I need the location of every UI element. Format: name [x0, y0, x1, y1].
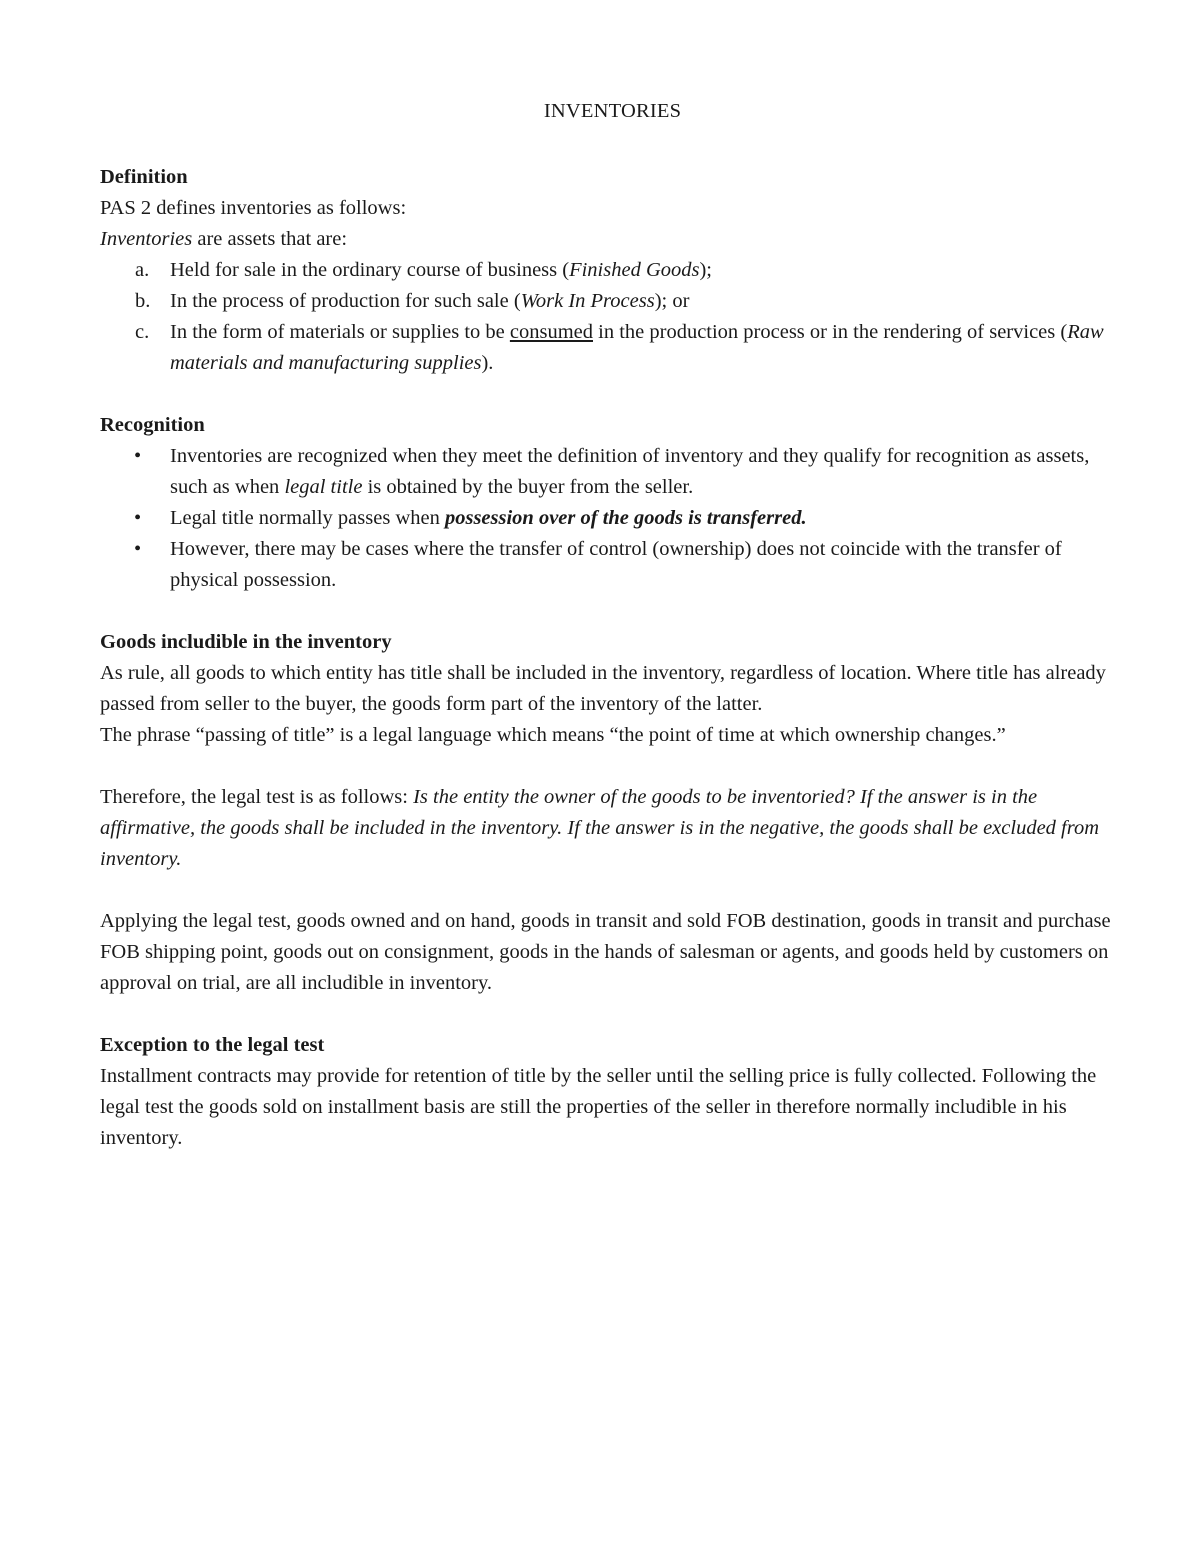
includible-heading: Goods includible in the inventory: [100, 631, 392, 653]
recognition-list: [100, 441, 1125, 596]
recognition-heading: Recognition: [100, 414, 205, 436]
bullet-text: Legal title normally passes when: [170, 507, 445, 529]
list-item-text: Held for sale in the ordinary course of business (: [170, 259, 570, 281]
bullet-marker: •: [134, 507, 142, 529]
list-marker: c.: [135, 321, 150, 343]
list-item: [100, 441, 1125, 503]
list-item: [100, 317, 1125, 379]
bullet-text: However, there may be cases where the transfer of control (ownership) does not coincide with the transfer of physical possession.: [170, 538, 1062, 591]
list-item-text-cont: in the production process or in the rendering of services (: [593, 321, 1068, 343]
definition-section: [100, 162, 1125, 379]
list-item-end: );: [699, 259, 713, 281]
legal-test-paragraph: [100, 782, 1125, 875]
list-item-text: In the form of materials or supplies to be: [170, 321, 510, 343]
exception-heading: Exception to the legal test: [100, 1034, 325, 1056]
list-item-term: Finished Goods: [569, 259, 700, 281]
list-item-text: In the process of production for such sale (: [170, 290, 521, 312]
bullet-emphasis: possession over of the goods is transferred.: [444, 507, 807, 529]
definition-lead-rest: are assets that are:: [192, 228, 348, 250]
list-marker: b.: [135, 290, 151, 312]
list-item: [100, 503, 1125, 534]
definition-heading: Definition: [100, 166, 188, 188]
applying-test-paragraph: Applying the legal test, goods owned and on hand, goods in transit and sold FOB destination, goods in transit and purchase FOB shipping point, goods out on consignment, goods in the hands of salesman or agents, and goods held by customers on approval on trial, are all includible in inventory.: [100, 910, 1111, 994]
list-marker: a.: [135, 259, 150, 281]
legal-test-question: Is the entity the owner of the goods to be inventoried? If the answer is in the affirmative, the goods shall be included in the inventory. If the answer is in the negative, the goods shall be excluded from inventory.: [100, 786, 1100, 870]
definition-lead-term: Inventories: [100, 228, 193, 250]
list-item-end: ); or: [654, 290, 690, 312]
definition-list: [100, 255, 1125, 379]
document-page: [100, 96, 1125, 1154]
list-item-end: ).: [481, 352, 494, 374]
exception-section: [100, 1030, 1125, 1154]
list-item-term: Raw materials and manufacturing supplies: [170, 321, 1104, 374]
bullet-marker: •: [134, 538, 142, 560]
bullet-text: Inventories are recognized when they meet the definition of inventory and they qualify for recognition as assets, such as when: [170, 445, 1090, 498]
bullet-term: legal title: [284, 476, 363, 498]
bullet-marker: •: [134, 445, 142, 467]
exception-paragraph: Installment contracts may provide for retention of title by the seller until the selling price is fully collected. Following the legal test the goods sold on installment basis are still the properties of the seller in therefore normally includible in his inventory.: [100, 1065, 1097, 1149]
list-item: [100, 255, 1125, 286]
recognition-section: [100, 410, 1125, 596]
list-item: [100, 286, 1125, 317]
legal-test-lead: Therefore, the legal test is as follows:: [100, 786, 414, 808]
list-item-term: Work In Process: [520, 290, 655, 312]
includible-section: [100, 627, 1125, 999]
includible-paragraph-2: The phrase “passing of title” is a legal language which means “the point of time at which ownership changes.”: [100, 724, 1006, 746]
bullet-text-end: is obtained by the buyer from the seller.: [362, 476, 694, 498]
page-title: INVENTORIES: [543, 100, 682, 122]
definition-intro: PAS 2 defines inventories as follows:: [100, 197, 407, 219]
list-item: [100, 534, 1125, 596]
definition-lead: [100, 224, 1125, 255]
includible-paragraph-1: As rule, all goods to which entity has title shall be included in the inventory, regardless of location. Where title has already passed from seller to the buyer, the goods form part of the inventory of the latter.: [100, 662, 1106, 715]
underlined-term: consumed: [509, 321, 593, 343]
